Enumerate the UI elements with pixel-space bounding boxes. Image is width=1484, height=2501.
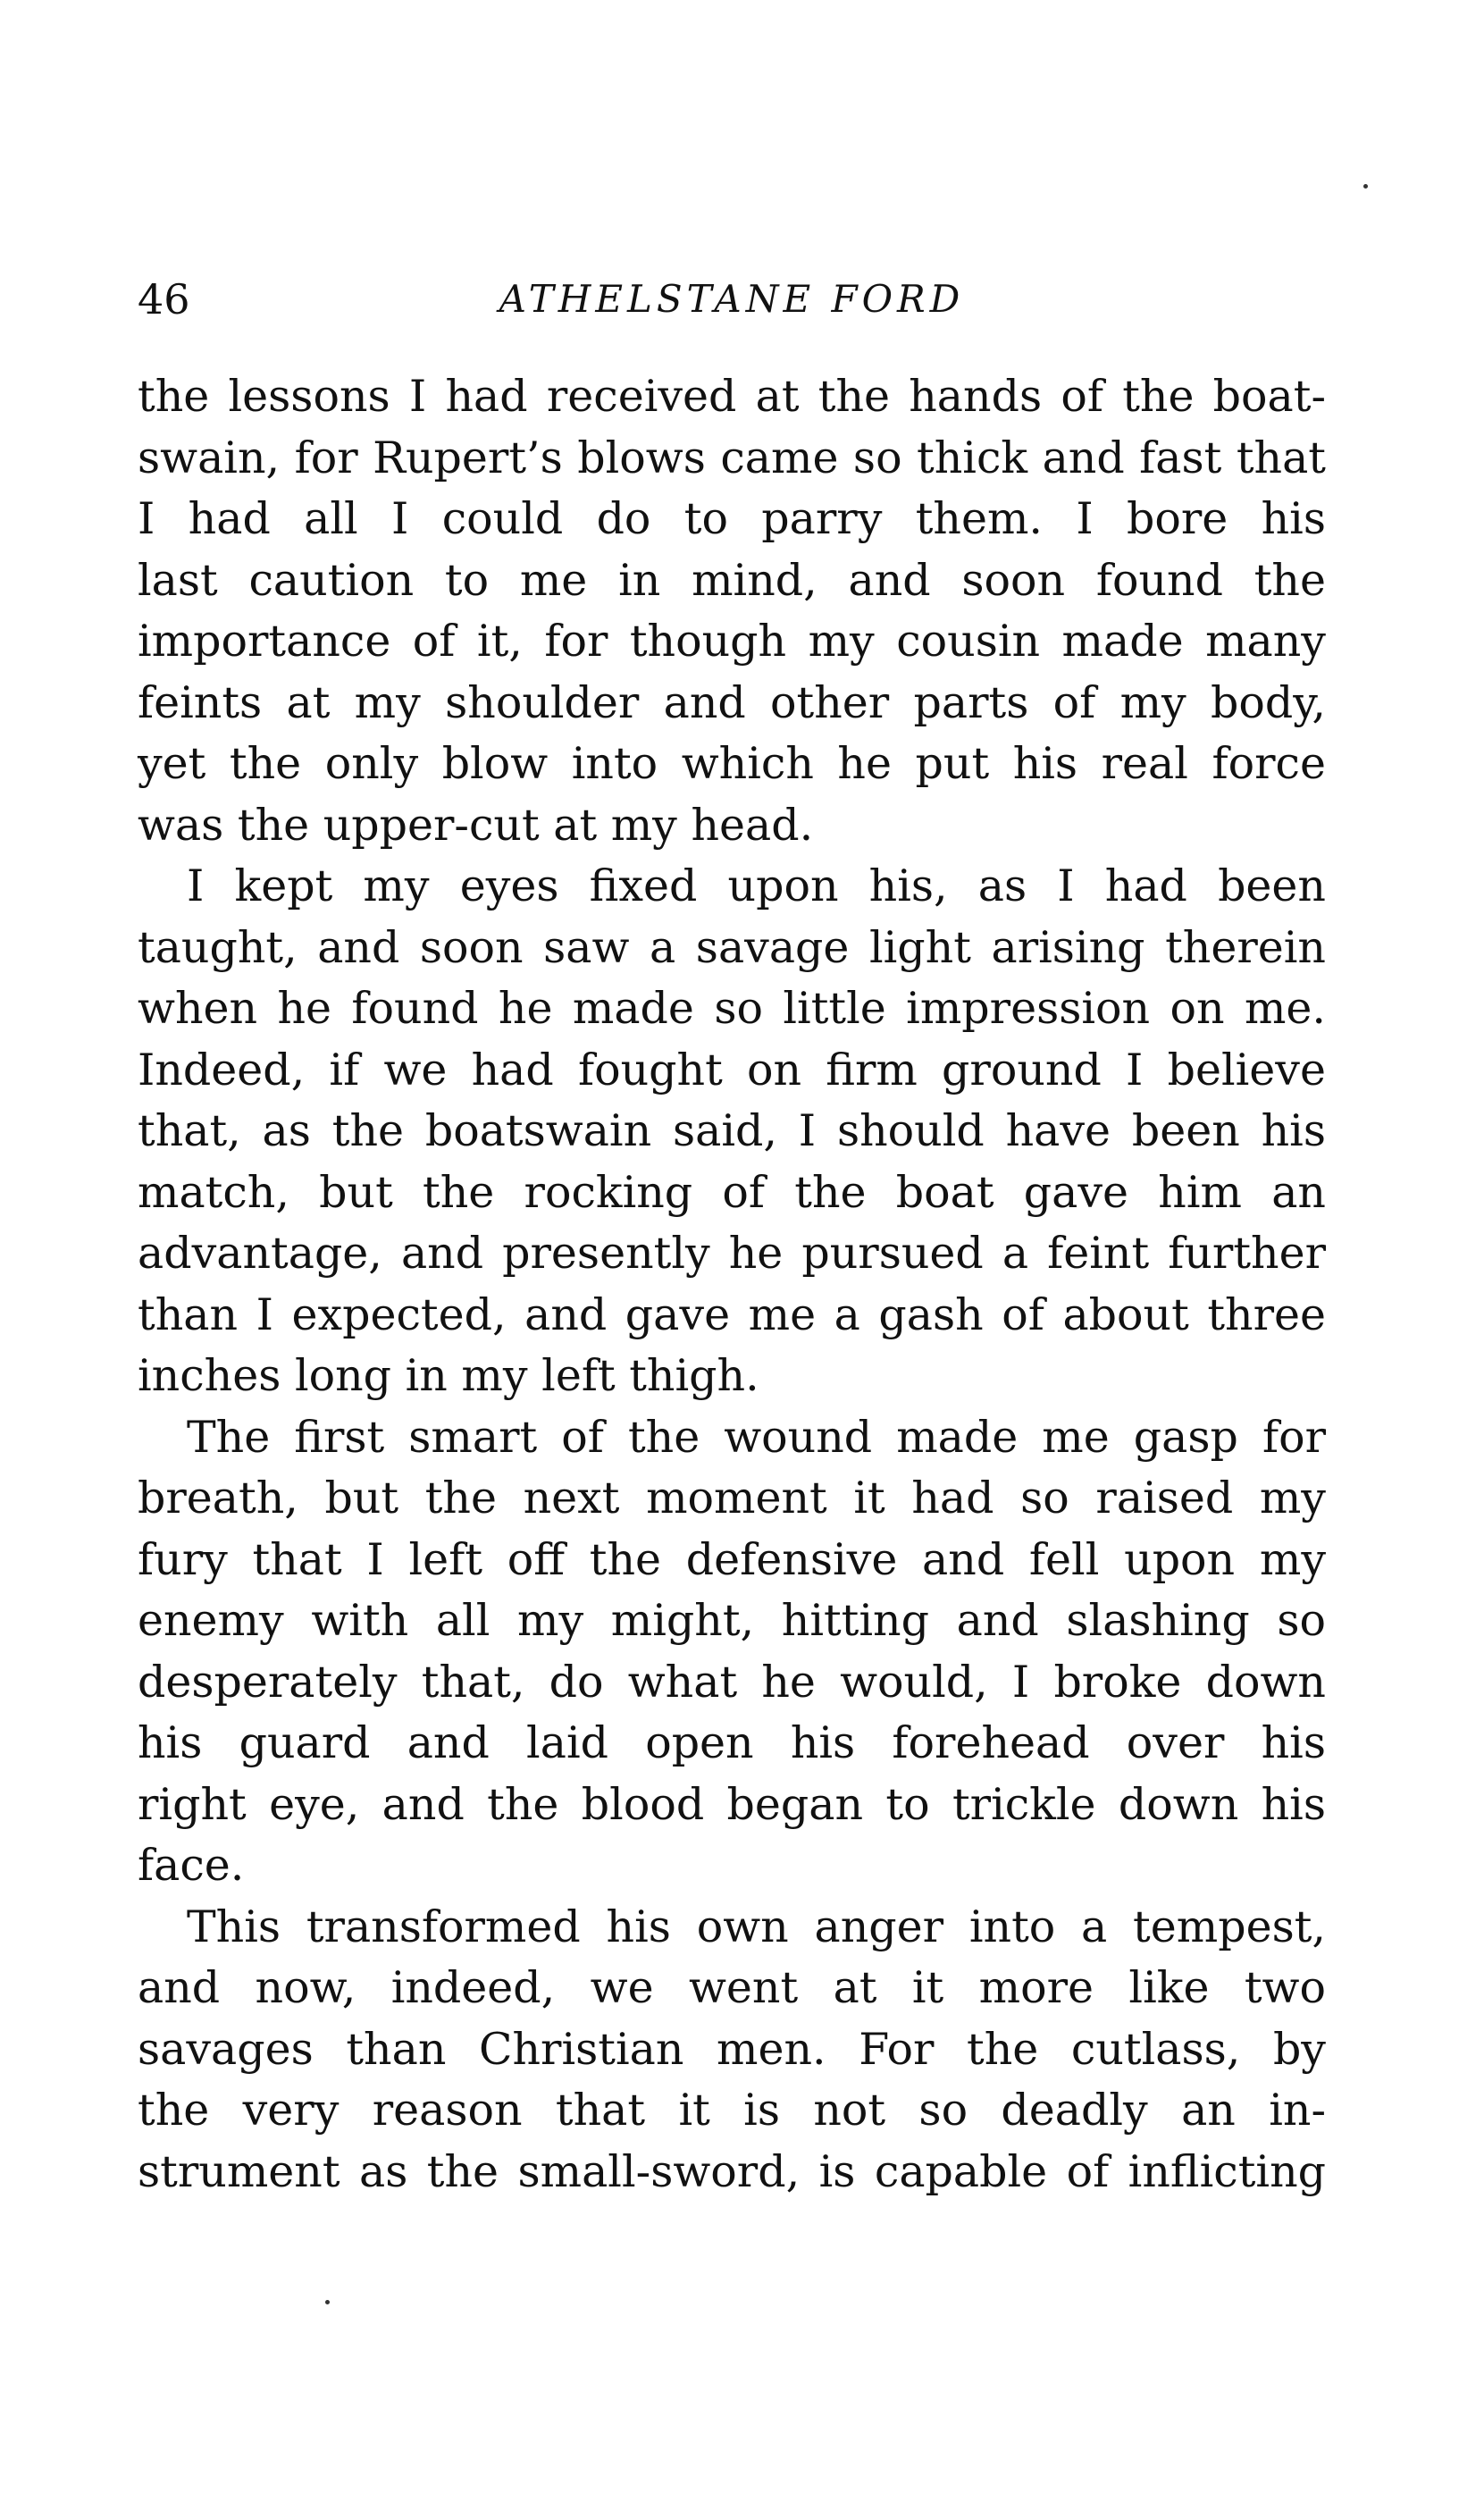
text-line: inches long in my left thigh. [138,1350,759,1401]
text-line: when he found he made so little impression on me. [138,983,1326,1034]
text-line: was the upper-cut at my head. [138,799,814,851]
text-line: enemy with all my might, hitting and slashing so [138,1595,1326,1646]
text-line: desperately that, do what he would, I broke down [138,1656,1326,1708]
text-line: Indeed, if we had fought on firm ground I believe [138,1044,1326,1095]
text-line: the lessons I had received at the hands of the boat- [138,371,1326,422]
text-line: strument as the small-sword, is capable of inflicting [138,2145,1326,2197]
text-line: feints at my shoulder and other parts of my body, [138,676,1326,728]
text-line: his guard and laid open his forehead over his [138,1717,1326,1768]
text-line: This transformed his own anger into a tempest, [187,1901,1326,1952]
text-line: importance of it, for though my cousin made many [138,616,1326,667]
text-line: that, as the boatswain said, I should have been his [138,1105,1326,1156]
text-line: yet the only blow into which he put his real force [138,738,1326,789]
text-line: fury that I left off the defensive and fell upon my [138,1533,1326,1585]
text-line: savages than Christian men. For the cutlass, by [138,2023,1326,2075]
text-line: I had all I could do to parry them. I bore his [138,493,1326,544]
body-text [138,366,1326,2203]
text-line: taught, and soon saw a savage light arising therein [138,921,1326,973]
text-line: than I expected, and gave me a gash of about three [138,1288,1326,1340]
page-number: 46 [138,275,190,323]
text-line: swain, for Rupert’s blows came so thick and fast that [138,432,1326,483]
text-line: breath, but the next moment it had so raised my [138,1473,1326,1523]
text-line: I kept my eyes fixed upon his, as I had been [187,860,1326,911]
page-header [138,268,1326,331]
text-line: advantage, and presently he pursued a feint further [138,1228,1326,1279]
text-line: match, but the rocking of the boat gave him an [138,1166,1326,1218]
text-line: last caution to me in mind, and soon found the [138,554,1326,606]
text-line: right eye, and the blood began to trickle down his [138,1778,1326,1830]
text-line: The first smart of the wound made me gasp for [187,1411,1326,1463]
print-speck-top [1363,184,1368,189]
text-line: and now, indeed, we went at it more like two [138,1962,1326,2013]
text-line: face. [138,1840,245,1891]
print-speck-bottom [325,2300,330,2304]
text-line: the very reason that it is not so deadly an in- [138,2085,1326,2136]
running-title: ATHELSTANE FORD [499,277,965,321]
